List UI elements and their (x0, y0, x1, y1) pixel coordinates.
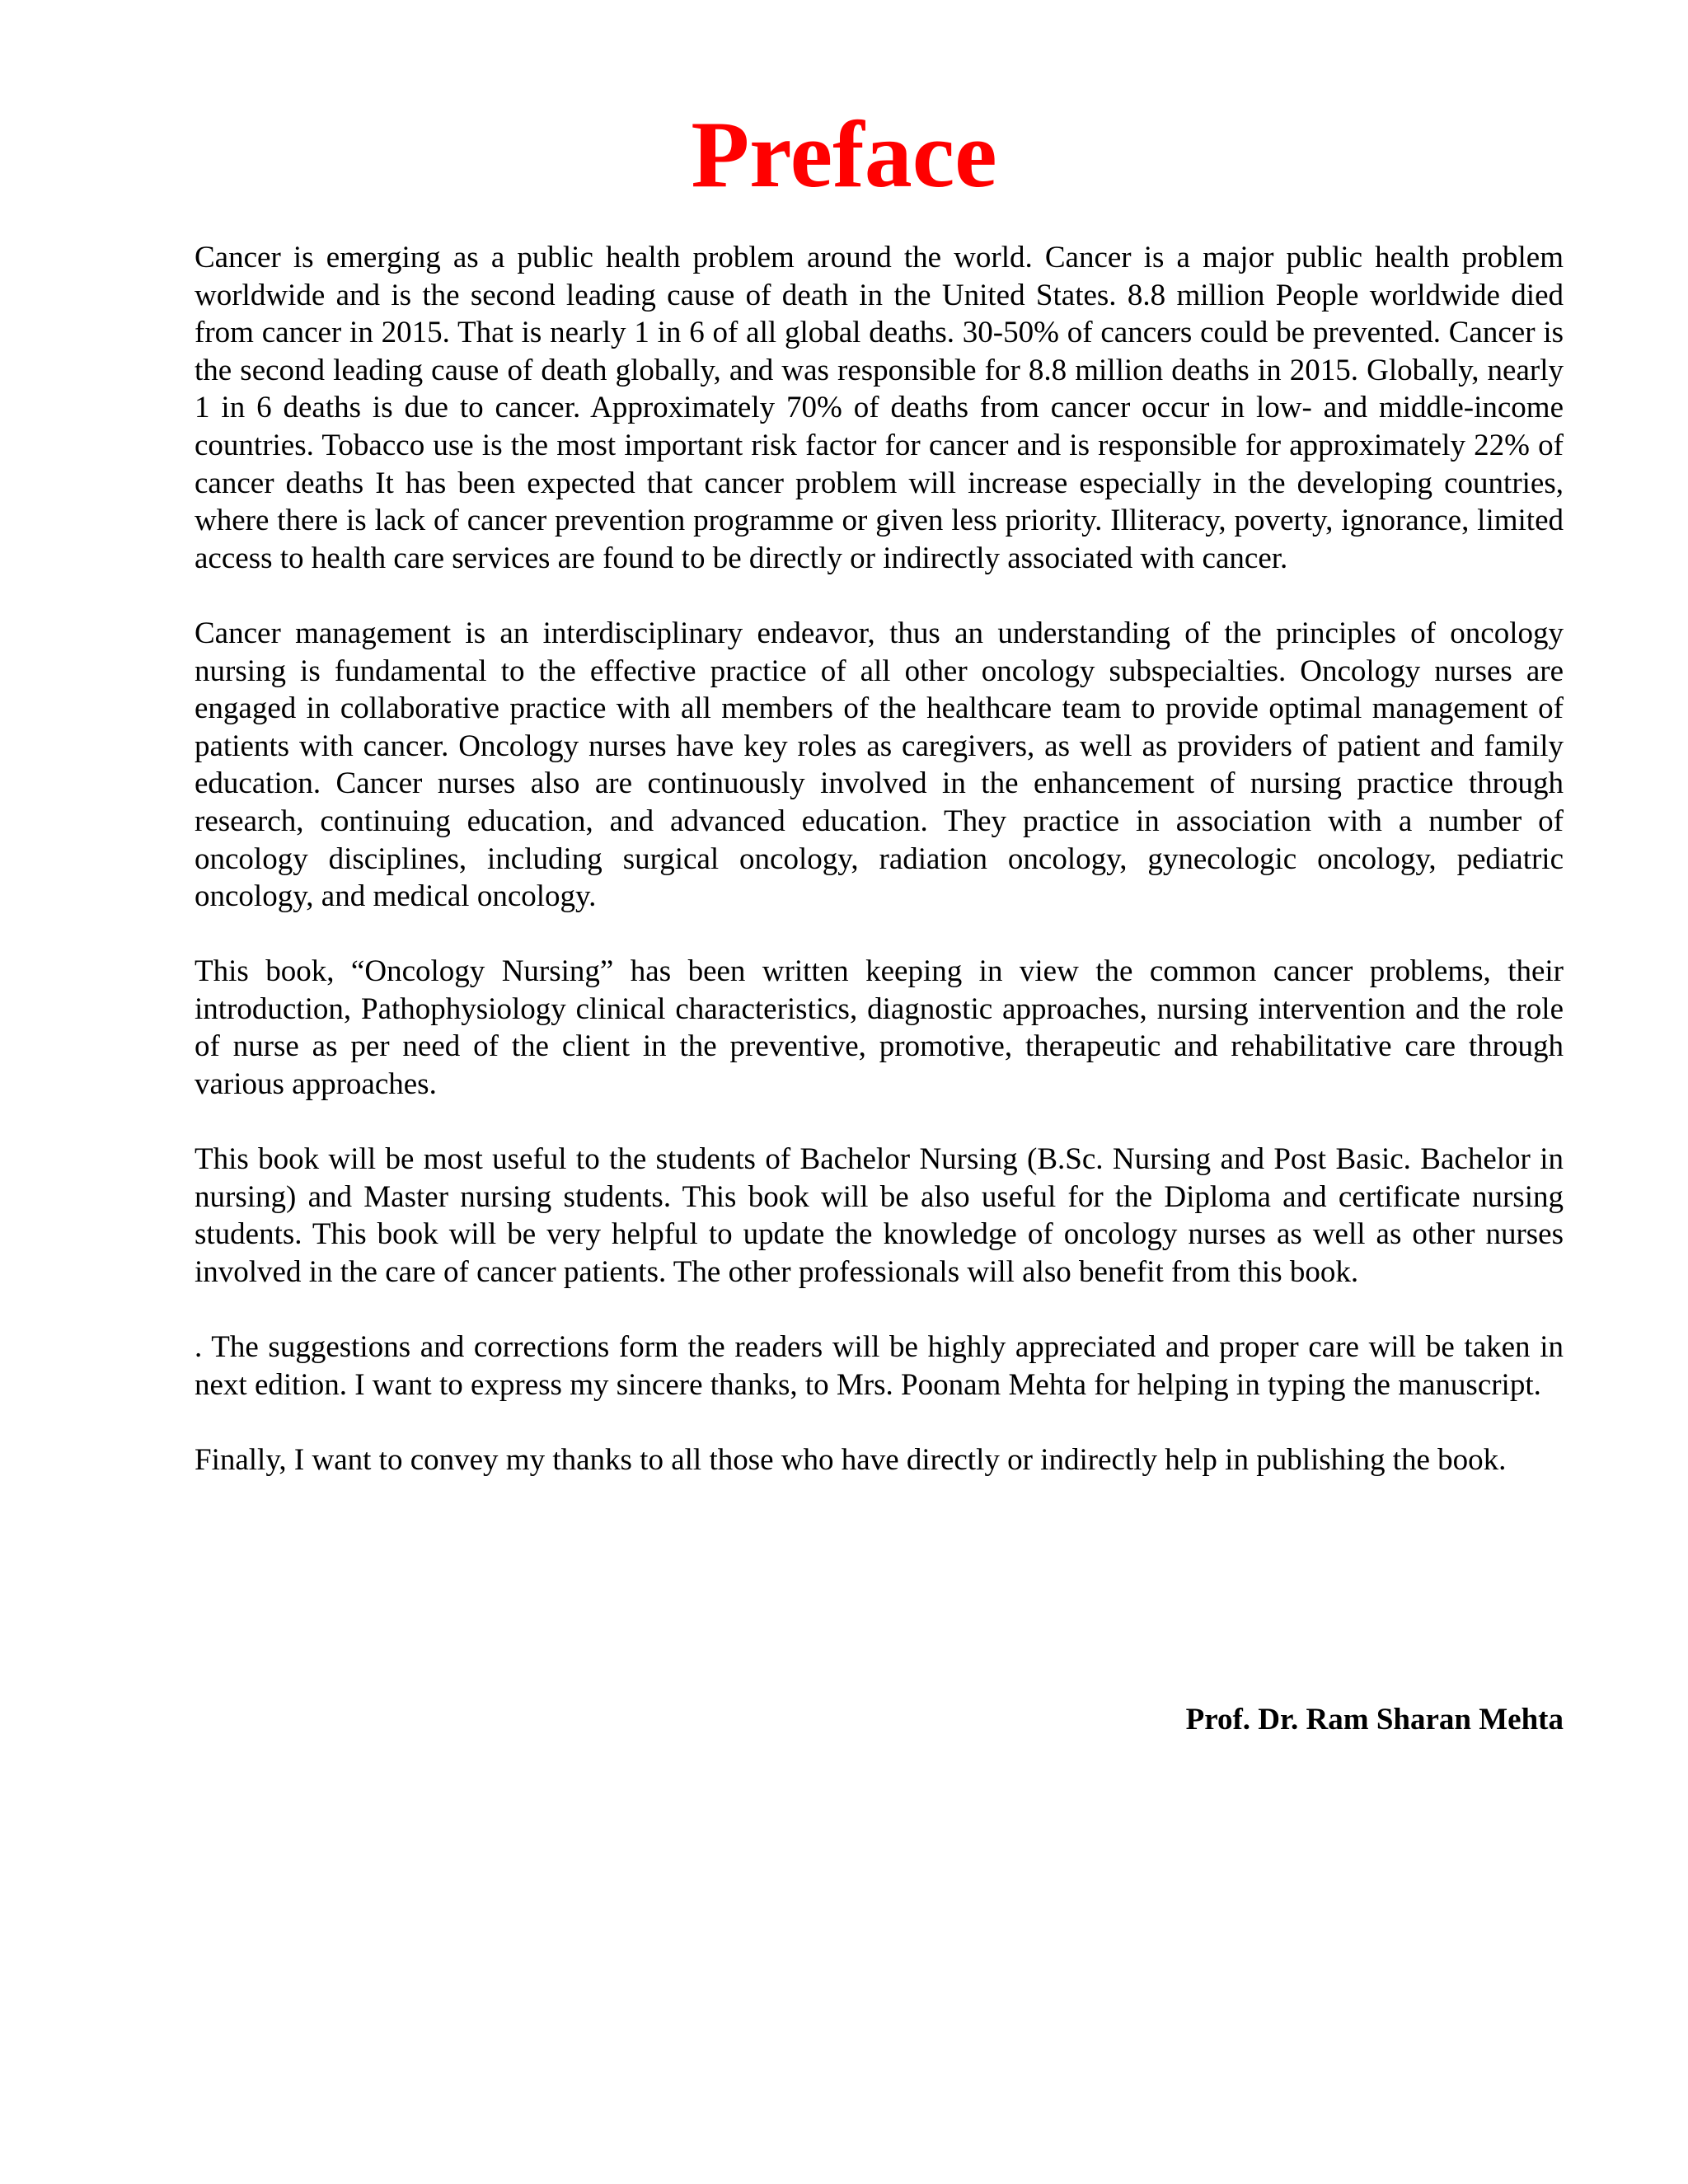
page-title: Preface (691, 102, 997, 208)
author-signature: Prof. Dr. Ram Sharan Mehta (1185, 1703, 1564, 1736)
paragraph-acknowledgement: . The suggestions and corrections form the readers will be highly appreciated and proper care will be taken in next edition. I want to express my sincere thanks, to Mrs. Poonam Mehta for helping in typing the manuscript. (195, 1330, 1564, 1402)
paragraph-closing-thanks: Finally, I want to convey my thanks to all those who have directly or indirectly help in publishing the book. (195, 1443, 1507, 1477)
paragraph-book-scope: This book, “Oncology Nursing” has been written keeping in view the common cancer problems, their introduction, Pathophysiology clinical characteristics, diagnostic approaches, nursing intervention and the role of nurse as per need of the client in the preventive, promotive, therapeutic and rehabilitative care through various approaches. (195, 954, 1564, 1102)
preface-body (195, 239, 1564, 1516)
paragraph-cancer-burden: Cancer is emerging as a public health problem around the world. Cancer is a major public health problem worldwide and is the second leading cause of death in the United States. 8.8 million People worldwide died from cancer in 2015. That is nearly 1 in 6 of all global deaths. 30-50% of cancers could be prevented. Cancer is the second leading cause of death globally, and was responsible for 8.8 million deaths in 2015. Globally, nearly 1 in 6 deaths is due to cancer. Approximately 70% of deaths from cancer occur in low- and middle-income countries. Tobacco use is the most important risk factor for cancer and is responsible for approximately 22% of cancer deaths It has been expected that cancer problem will increase especially in the developing countries, where there is lack of cancer prevention programme or given less priority. Illiteracy, poverty, ignorance, limited access to health care services are found to be directly or indirectly associated with cancer. (195, 241, 1564, 575)
paragraph-audience: This book will be most useful to the students of Bachelor Nursing (B.Sc. Nursing and Post Basic. Bachelor in nursing) and Master nursing students. This book will be also useful for the Diploma and certificate nursing students. This book will be very helpful to update the knowledge of oncology nurses as well as other nurses involved in the care of cancer patients. The other professionals will also benefit from this book. (195, 1142, 1564, 1290)
paragraph-oncology-nursing: Cancer management is an interdisciplinary endeavor, thus an understanding of the principles of oncology nursing is fundamental to the effective practice of all other oncology subspecialties. Oncology nurses are engaged in collaborative practice with all members of the healthcare team to provide optimal management of patients with cancer. Oncology nurses have key roles as caregivers, as well as providers of patient and family education. Cancer nurses also are continuously involved in the enhancement of nursing practice through research, continuing education, and advanced education. They practice in association with a number of oncology disciplines, including surgical oncology, radiation oncology, gynecologic oncology, pediatric oncology, and medical oncology. (195, 616, 1564, 914)
